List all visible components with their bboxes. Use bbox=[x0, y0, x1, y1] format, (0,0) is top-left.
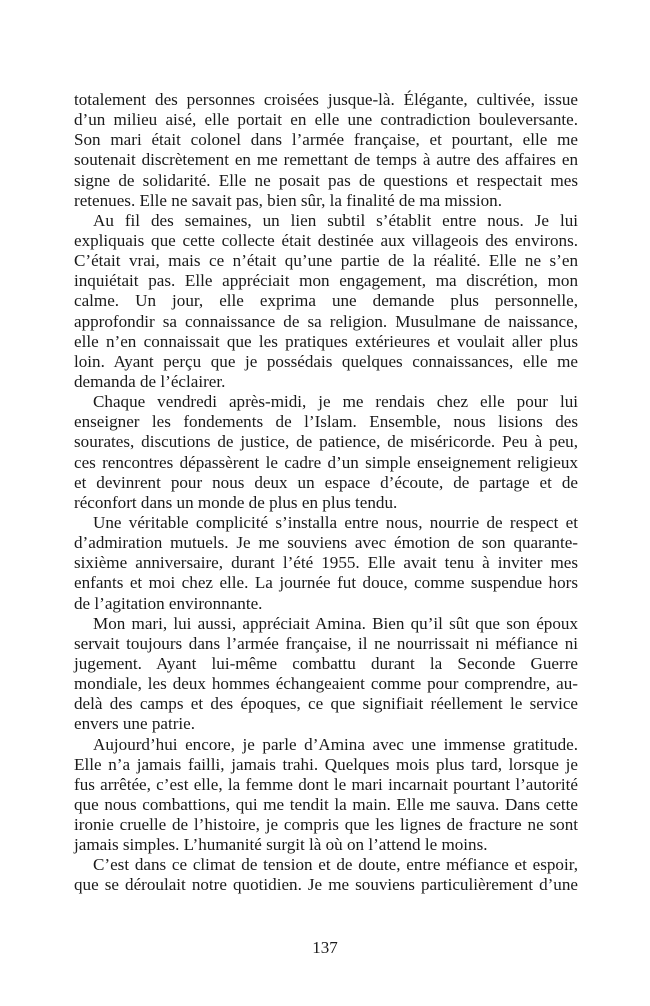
paragraph bbox=[74, 90, 578, 211]
paragraph bbox=[74, 614, 578, 735]
text-line: d’un milieu aisé, elle portait en elle une contradiction bouleversante. bbox=[74, 110, 578, 130]
text-line: retenues. Elle ne savait pas, bien sûr, la finalité de ma mission. bbox=[74, 190, 502, 210]
text-line: soutenait discrètement en me remettant de temps à autre des affaires en bbox=[74, 150, 578, 170]
text-line: de l’agitation environnante. bbox=[74, 593, 263, 613]
text-line: que nous combattions, qui me tendit la main. Elle me sauva. Dans cette bbox=[74, 794, 578, 814]
text-line: delà des camps et des époques, ce que signifiait réellement le service bbox=[74, 694, 578, 714]
text-line: C’est dans ce climat de tension et de doute, entre méfiance et espoir, bbox=[93, 855, 578, 875]
text-line: envers une patrie. bbox=[74, 714, 196, 734]
text-line: enfants et moi chez elle. La journée fut douce, comme suspendue hors bbox=[74, 573, 578, 593]
text-line: Mon mari, lui aussi, appréciait Amina. Bien qu’il sût que son époux bbox=[93, 613, 578, 633]
text-line: calme. Un jour, elle exprima une demande plus personnelle, bbox=[74, 291, 578, 311]
paragraph bbox=[74, 211, 578, 392]
text-line: servait toujours dans l’armée française, il ne nourrissait ni méfiance ni bbox=[74, 633, 578, 653]
text-line: ironie cruelle de l’histoire, je compris que les lignes de fracture ne sont bbox=[74, 815, 578, 835]
text-line: Chaque vendredi après-midi, je me rendais chez elle pour lui bbox=[93, 392, 578, 412]
text-line: Une véritable complicité s’installa entre nous, nourrie de respect et bbox=[93, 512, 578, 532]
body-text bbox=[74, 90, 578, 896]
text-line: sixième anniversaire, durant l’été 1955. Elle avait tenu à inviter mes bbox=[74, 553, 578, 573]
text-line: Aujourd’hui encore, je parle d’Amina avec une immense gratitude. bbox=[93, 734, 578, 754]
text-line: loin. Ayant perçu que je possédais quelques connaissances, elle me bbox=[74, 351, 578, 371]
text-line: jugement. Ayant lui-même combattu durant la Seconde Guerre bbox=[74, 653, 578, 673]
page-number: 137 bbox=[312, 938, 338, 957]
text-line: fus arrêtée, c’est elle, la femme dont le mari incarnait pourtant l’autorité bbox=[74, 774, 578, 794]
text-line: signe de solidarité. Elle ne posait pas de questions et respectait mes bbox=[74, 170, 578, 190]
text-line: que se déroulait notre quotidien. Je me souviens particulièrement d’une bbox=[74, 875, 578, 895]
paragraph bbox=[74, 855, 578, 895]
paragraph bbox=[74, 735, 578, 856]
paragraph bbox=[74, 392, 578, 513]
text-line: elle n’en connaissait que les pratiques extérieures et voulait aller plus bbox=[74, 331, 578, 351]
text-line: Son mari était colonel dans l’armée française, et pourtant, elle me bbox=[74, 130, 578, 150]
text-line: approfondir sa connaissance de sa religion. Musulmane de naissance, bbox=[74, 311, 578, 331]
text-line: réconfort dans un monde de plus en plus tendu. bbox=[74, 492, 398, 512]
text-line: Elle n’a jamais failli, jamais trahi. Quelques mois plus tard, lorsque je bbox=[74, 754, 578, 774]
text-line: C’était vrai, mais ce n’était qu’une partie de la réalité. Elle ne s’en bbox=[74, 251, 578, 271]
text-line: enseigner les fondements de l’Islam. Ensemble, nous lisions des bbox=[74, 412, 578, 432]
text-line: demanda de l’éclairer. bbox=[74, 371, 226, 391]
text-line: jamais simples. L’humanité surgit là où on l’attend le moins. bbox=[74, 835, 488, 855]
text-line: Au fil des semaines, un lien subtil s’établit entre nous. Je lui bbox=[93, 210, 578, 230]
text-line: sourates, discutions de justice, de patience, de miséricorde. Peu à peu, bbox=[74, 432, 578, 452]
text-line: d’admiration mutuels. Je me souviens avec émotion de son quarante- bbox=[74, 533, 578, 553]
paragraph bbox=[74, 513, 578, 614]
text-line: expliquais que cette collecte était destinée aux villageois des environs. bbox=[74, 230, 578, 250]
text-line: totalement des personnes croisées jusque-là. Élégante, cultivée, issue bbox=[74, 90, 578, 109]
text-line: inquiétait pas. Elle appréciait mon engagement, ma discrétion, mon bbox=[74, 271, 578, 291]
text-line: ces rencontres dépassèrent le cadre d’un simple enseignement religieux bbox=[74, 452, 578, 472]
text-line: mondiale, les deux hommes échangeaient comme pour comprendre, au- bbox=[74, 674, 578, 694]
text-line: et devinrent pour nous deux un espace d’écoute, de partage et de bbox=[74, 472, 578, 492]
